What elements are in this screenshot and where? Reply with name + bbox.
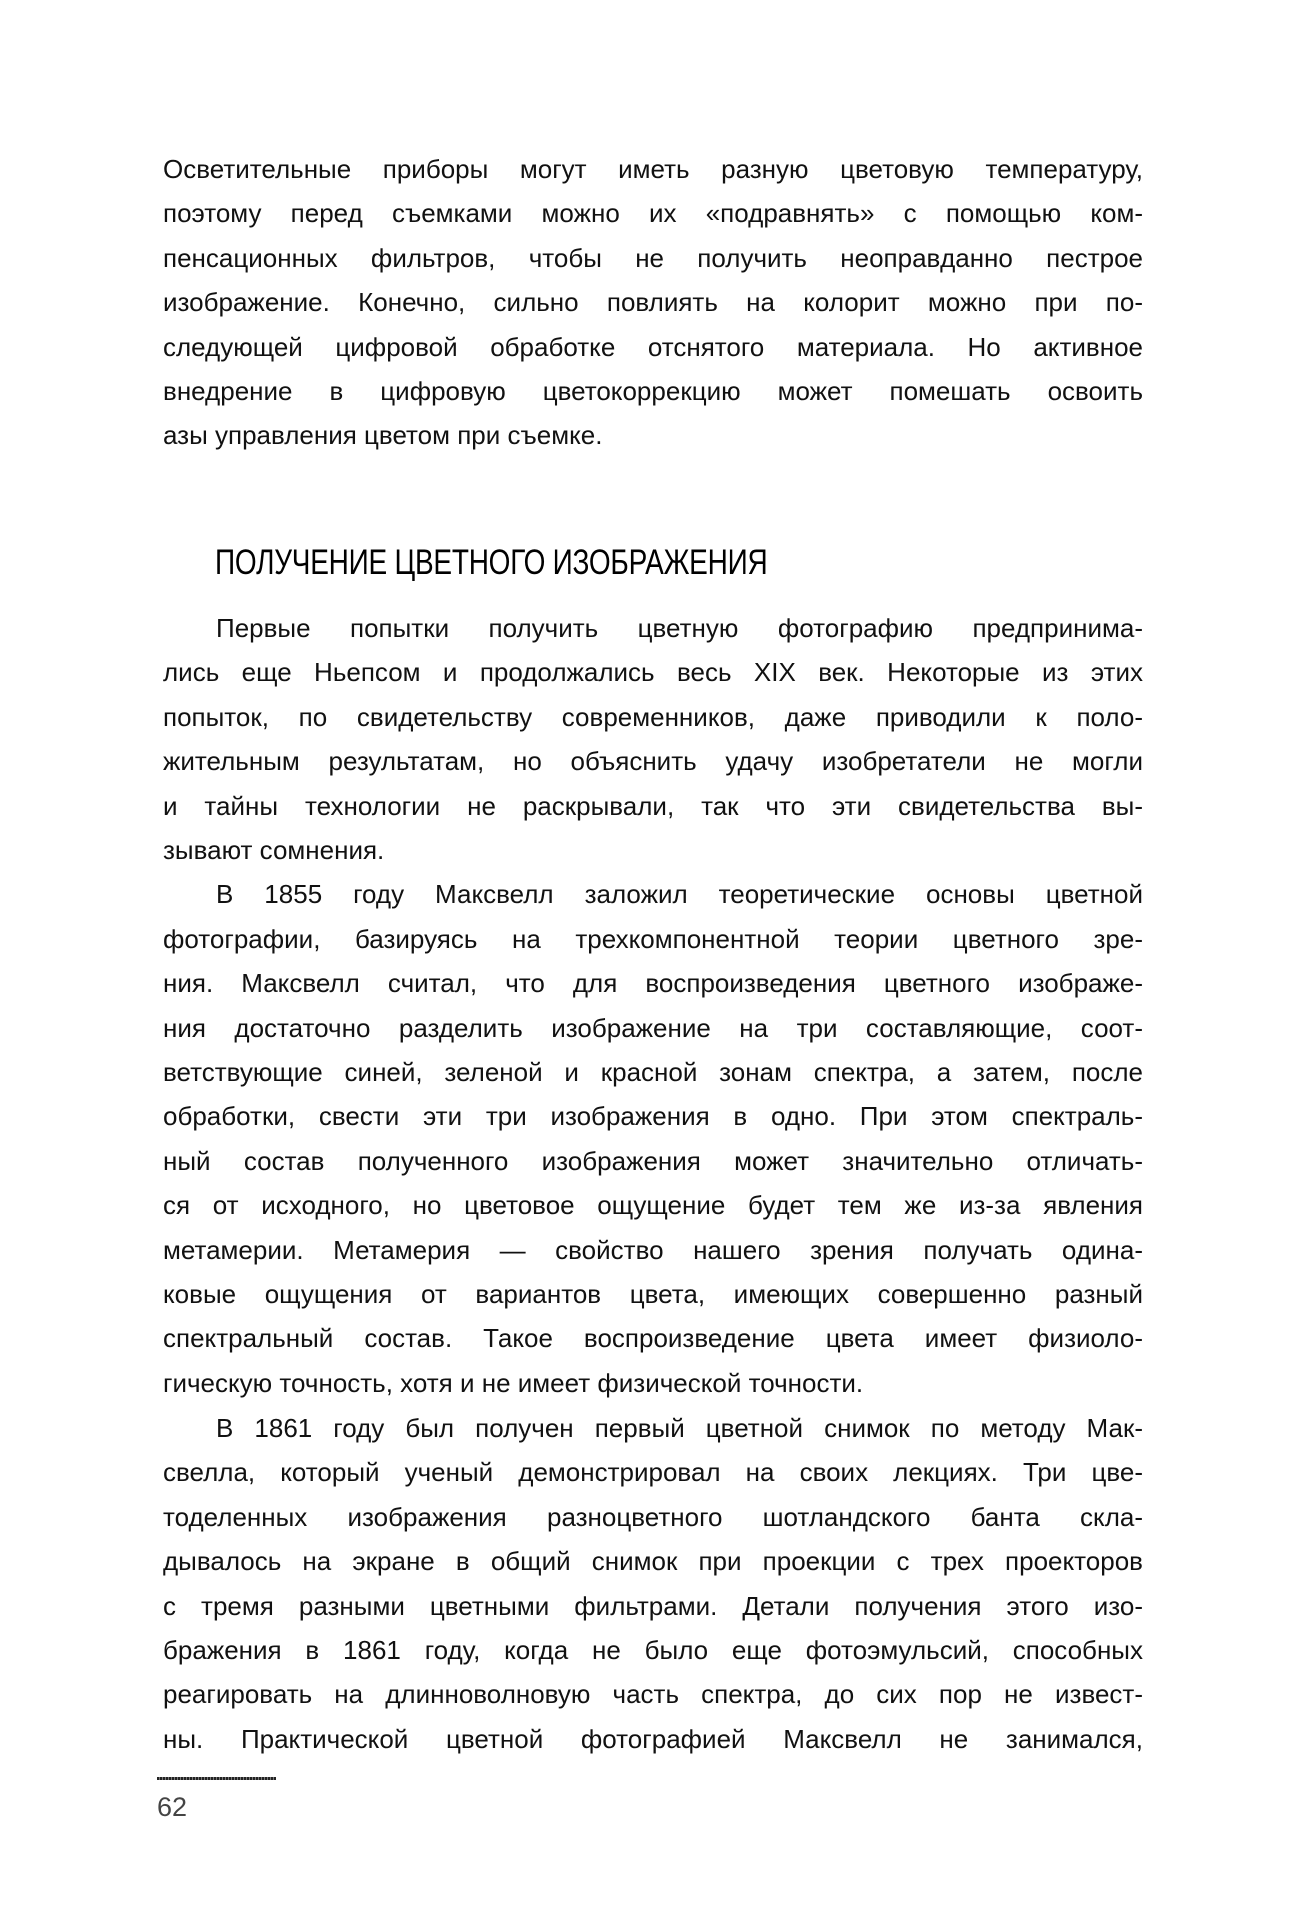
text-line: свелла, который ученый демонстрировал на своих лекциях. Три цве- [163,1457,1143,1488]
text-line: дывалось на экране в общий снимок при проекции с трех проекторов [163,1546,1143,1577]
page-number: 62 [157,1792,188,1822]
text-line: спектральный состав. Такое воспроизведение цвета имеет физиоло- [163,1323,1143,1354]
text-line: метамерии. Метамерия — свойство нашего зрения получать одина- [163,1234,1143,1265]
section-heading: ПОЛУЧЕНИЕ ЦВЕТНОГО ИЗОБРАЖЕНИЯ [215,543,768,582]
text-line: попыток, по свидетельству современников, даже приводили к поло- [163,701,1143,732]
text-line: лись еще Ньепсом и продолжались весь XIX век. Некоторые из этих [163,657,1143,688]
text-line: В 1855 году Максвелл заложил теоретические основы цветной [216,879,1143,910]
text-line: фотографии, базируясь на трехкомпонентной теории цветного зре- [163,923,1143,954]
text-line: ветствующие синей, зеленой и красной зонам спектра, а затем, после [163,1057,1143,1087]
text-line: В 1861 году был получен первый цветной снимок по методу Мак- [216,1413,1143,1443]
text-line: жительным результатам, но объяснить удачу изобретатели не могли [163,746,1143,777]
text-line: с тремя разными цветными фильтрами. Детали получения этого изо- [163,1590,1143,1621]
text-line: и тайны технологии не раскрывали, так что эти свидетельства вы- [163,790,1143,821]
text-line: ный состав полученного изображения может значительно отличать- [163,1145,1143,1176]
text-line: пенсационных фильтров, чтобы не получить неоправданно пестрое [163,242,1143,273]
text-line: ния достаточно разделить изображение на три составляющие, соот- [163,1012,1143,1043]
text-line: реагировать на длинноволновую часть спектра, до сих пор не извест- [163,1679,1143,1710]
text-line: тоделенных изображения разноцветного шотландского банта скла- [163,1501,1143,1532]
text-line: ны. Практической цветной фотографией Максвелл не занимался, [163,1723,1143,1754]
text-line: изображение. Конечно, сильно повлиять на колорит можно при по- [163,287,1143,318]
text-line: обработки, свести эти три изображения в одно. При этом спектраль- [163,1101,1143,1132]
text-line: азы управления цветом при съемке. [163,420,603,451]
text-line: бражения в 1861 году, когда не было еще фотоэмульсий, способных [163,1635,1143,1665]
text-line: следующей цифровой обработке отснятого материала. Но активное [163,331,1143,362]
text-line: Первые попытки получить цветную фотографию предпринима- [216,613,1143,643]
text-line: зывают сомнения. [163,835,385,865]
footer-rule [157,1777,276,1780]
text-line: поэтому перед съемками можно их «подравнять» с помощью ком- [163,198,1143,229]
text-line: ковые ощущения от вариантов цвета, имеющих совершенно разный [163,1279,1143,1309]
text-line: внедрение в цифровую цветокоррекцию может помешать освоить [163,376,1143,406]
text-line: ния. Максвелл считал, что для воспроизведения цветного изображе- [163,968,1143,999]
text-line: гическую точность, хотя и не имеет физической точности. [163,1367,864,1398]
text-line: Осветительные приборы могут иметь разную цветовую температуру, [163,154,1143,184]
text-line: ся от исходного, но цветовое ощущение будет тем же из-за явления [163,1190,1143,1221]
